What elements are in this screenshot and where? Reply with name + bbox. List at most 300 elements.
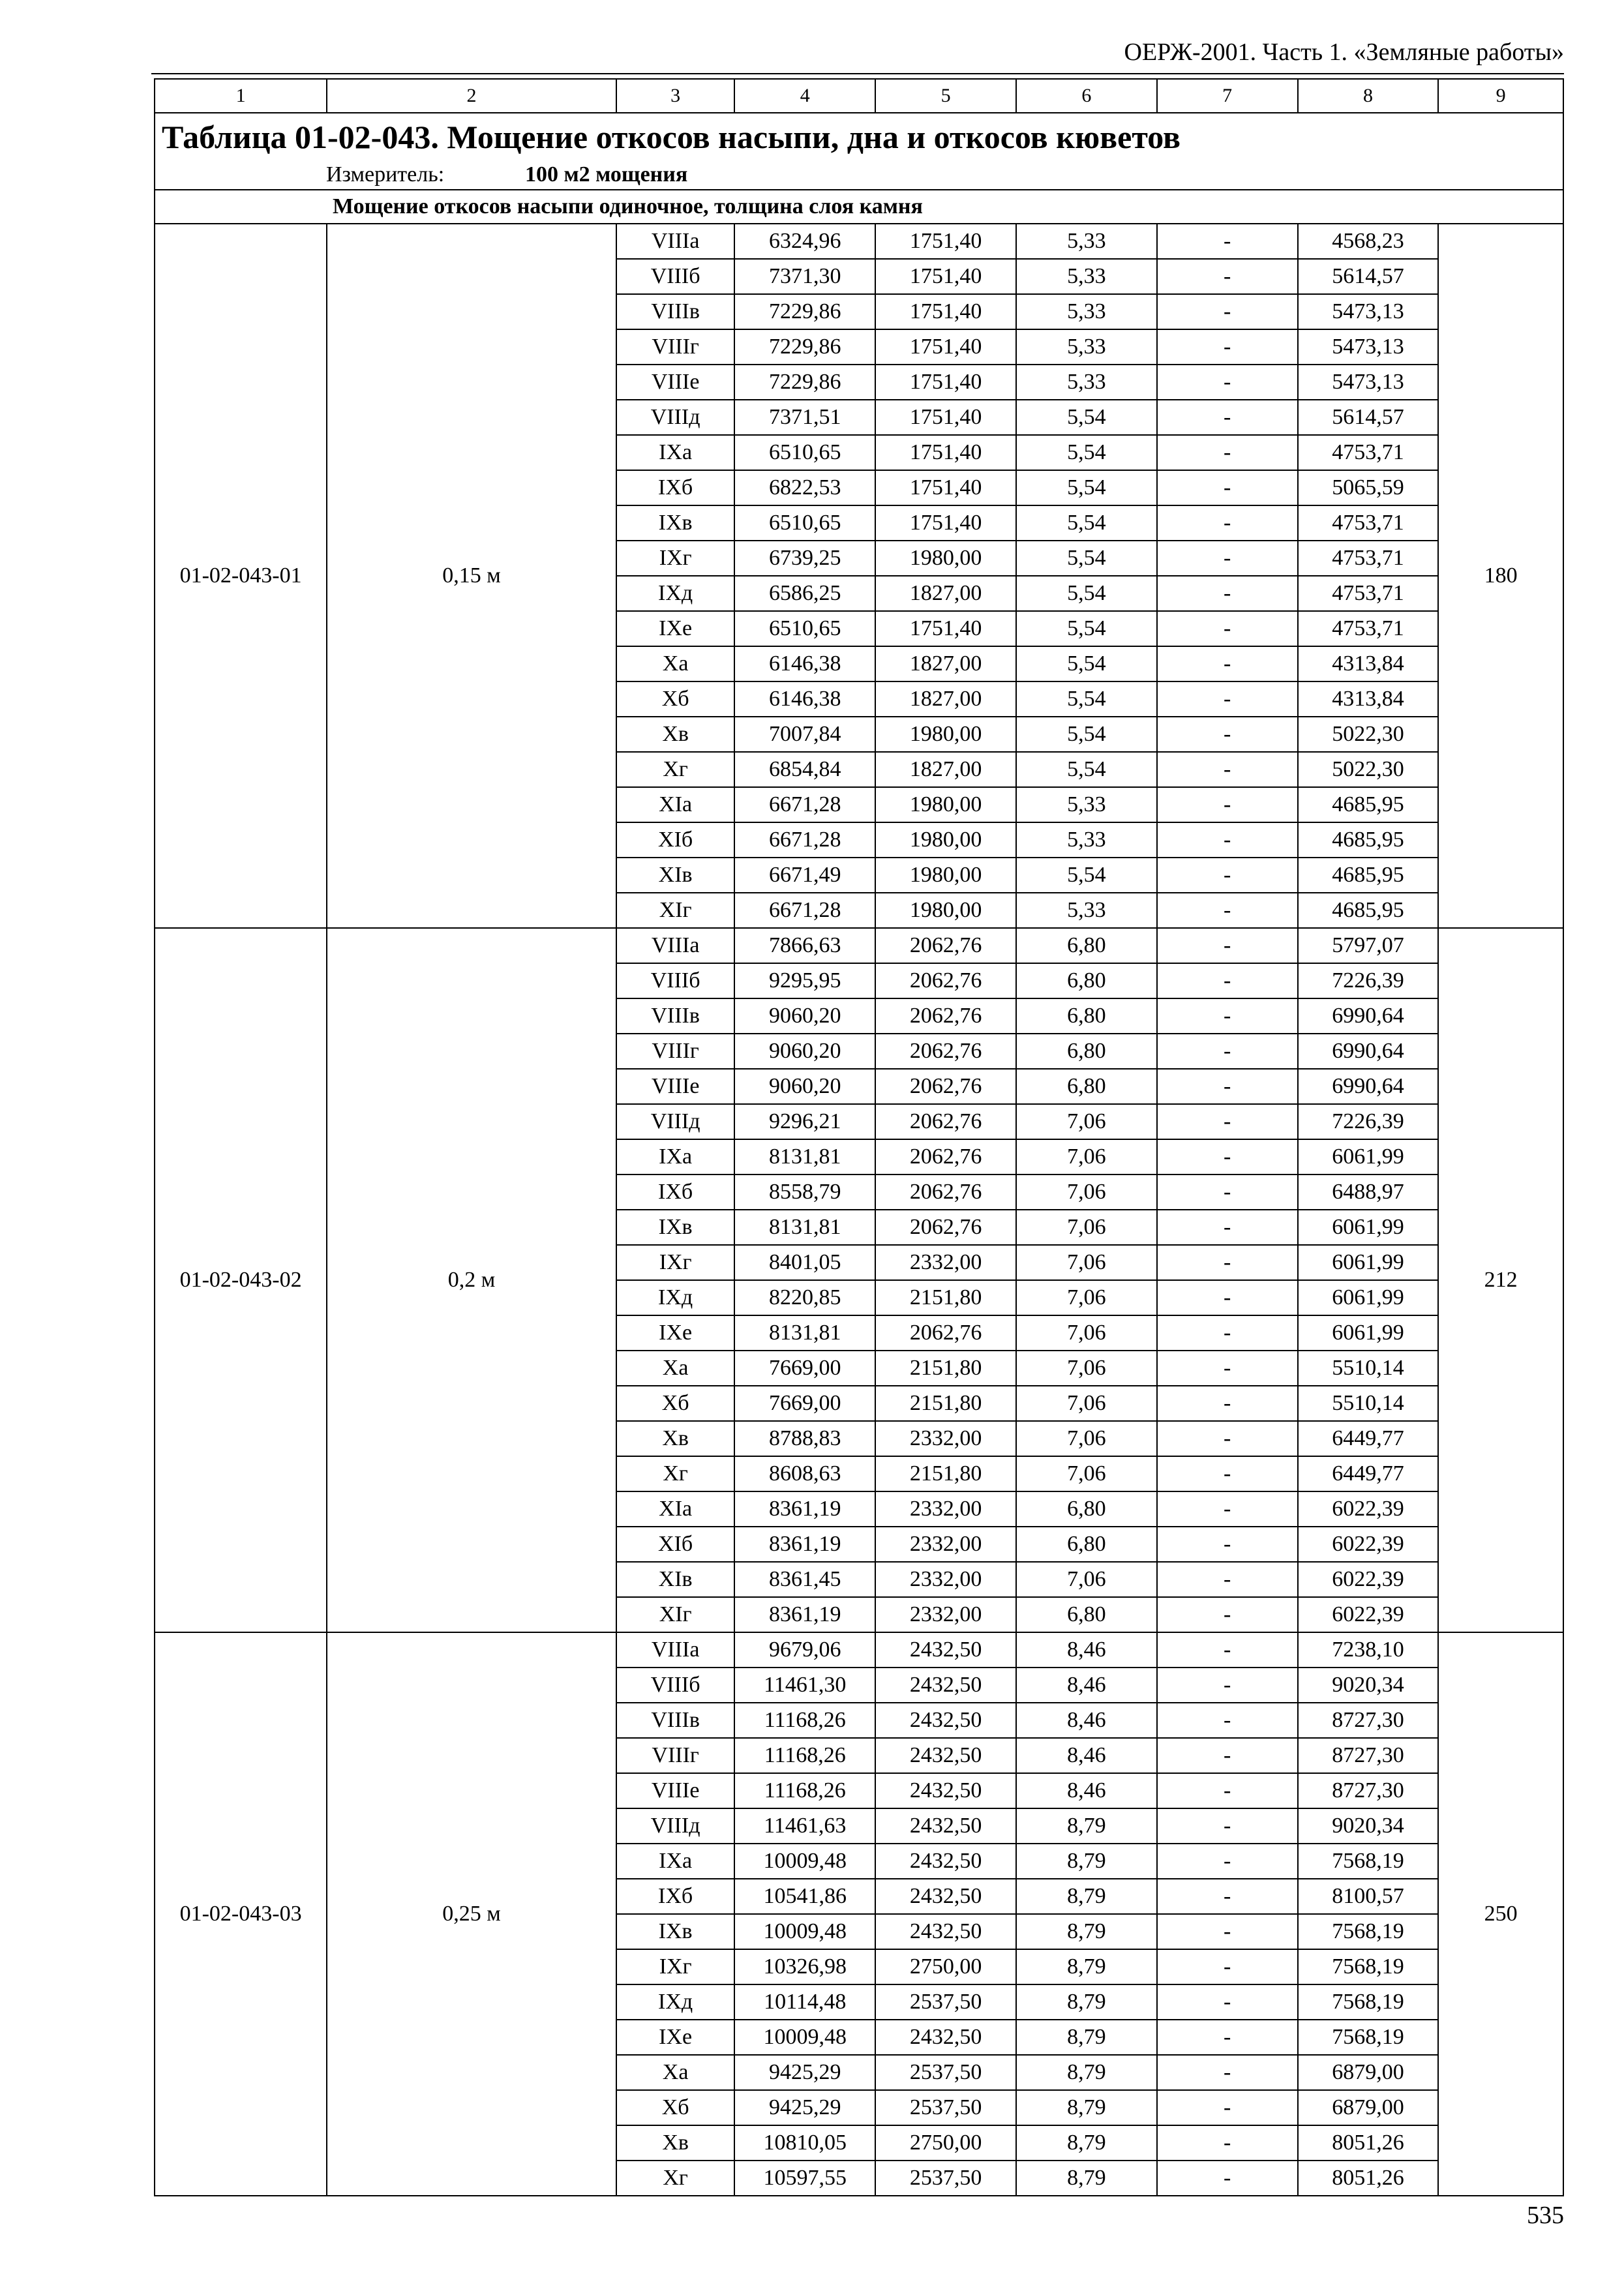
total-cost-cell: 7371,30 (734, 259, 875, 294)
total-cost-cell: 8131,81 (734, 1315, 875, 1351)
soil-group-cell: IXг (616, 1245, 735, 1280)
labor-cost-cell: 1751,40 (875, 470, 1016, 505)
labor-cost-cell: 2151,80 (875, 1456, 1016, 1491)
labor-cost-cell: 2432,50 (875, 1773, 1016, 1808)
table-title-row (155, 113, 1563, 160)
machine-cost-cell: 5,54 (1016, 858, 1157, 893)
soil-group-cell: VIIIд (616, 1104, 735, 1139)
driver-cost-cell: - (1157, 646, 1298, 681)
driver-cost-cell: - (1157, 505, 1298, 541)
labor-cost-cell: 2062,76 (875, 928, 1016, 963)
materials-cost-cell: 7226,39 (1298, 1104, 1439, 1139)
driver-cost-cell: - (1157, 1034, 1298, 1069)
machine-cost-cell: 8,79 (1016, 2055, 1157, 2090)
driver-cost-cell: - (1157, 1562, 1298, 1597)
soil-group-cell: Xг (616, 2161, 735, 2196)
machine-cost-cell: 5,33 (1016, 329, 1157, 365)
meter-label: Измеритель: (326, 162, 445, 187)
machine-cost-cell: 6,80 (1016, 1034, 1157, 1069)
driver-cost-cell: - (1157, 1280, 1298, 1315)
driver-cost-cell: - (1157, 2055, 1298, 2090)
soil-group-cell: XIб (616, 822, 735, 858)
soil-group-cell: VIIIв (616, 294, 735, 329)
column-number: 4 (734, 79, 875, 113)
labor-cost-cell: 1980,00 (875, 541, 1016, 576)
materials-cost-cell: 8727,30 (1298, 1703, 1439, 1738)
labor-cost-cell: 1980,00 (875, 858, 1016, 893)
total-cost-cell: 6822,53 (734, 470, 875, 505)
machine-cost-cell: 5,33 (1016, 294, 1157, 329)
driver-cost-cell: - (1157, 1632, 1298, 1668)
driver-cost-cell: - (1157, 611, 1298, 646)
total-cost-cell: 7229,86 (734, 294, 875, 329)
driver-cost-cell: - (1157, 2020, 1298, 2055)
labor-cost-cell: 2332,00 (875, 1527, 1016, 1562)
materials-cost-cell: 5473,13 (1298, 294, 1439, 329)
machine-cost-cell: 5,54 (1016, 505, 1157, 541)
column-number: 1 (155, 79, 327, 113)
materials-cost-cell: 6061,99 (1298, 1139, 1439, 1174)
labor-cost-cell: 2537,50 (875, 1984, 1016, 2020)
driver-cost-cell: - (1157, 858, 1298, 893)
soil-group-cell: IXд (616, 1984, 735, 2020)
total-cost-cell: 10541,86 (734, 1879, 875, 1914)
total-cost-cell: 7371,51 (734, 400, 875, 435)
total-cost-cell: 10326,98 (734, 1949, 875, 1984)
labor-cost-cell: 2537,50 (875, 2161, 1016, 2196)
driver-cost-cell: - (1157, 1245, 1298, 1280)
rates-table (154, 78, 1564, 2196)
driver-cost-cell: - (1157, 1351, 1298, 1386)
driver-cost-cell: - (1157, 1174, 1298, 1210)
driver-cost-cell: - (1157, 1386, 1298, 1421)
machine-cost-cell: 7,06 (1016, 1351, 1157, 1386)
labor-cost-cell: 2062,76 (875, 963, 1016, 998)
labor-cost-cell: 1751,40 (875, 224, 1016, 259)
machine-cost-cell: 8,79 (1016, 1984, 1157, 2020)
thickness-cell: 0,25 м (327, 1632, 616, 2196)
table-row (155, 1632, 1563, 1668)
driver-cost-cell: - (1157, 1703, 1298, 1738)
soil-group-cell: XIа (616, 787, 735, 822)
total-cost-cell: 10114,48 (734, 1984, 875, 2020)
materials-cost-cell: 6990,64 (1298, 1034, 1439, 1069)
materials-cost-cell: 8727,30 (1298, 1738, 1439, 1773)
labor-cost-cell: 1751,40 (875, 259, 1016, 294)
thickness-cell: 0,15 м (327, 224, 616, 928)
soil-group-cell: VIIIа (616, 928, 735, 963)
soil-group-cell: IXа (616, 435, 735, 470)
labor-cost-cell: 2151,80 (875, 1280, 1016, 1315)
machine-cost-cell: 7,06 (1016, 1315, 1157, 1351)
total-cost-cell: 6510,65 (734, 435, 875, 470)
labor-cost-cell: 2332,00 (875, 1597, 1016, 1632)
total-cost-cell: 11168,26 (734, 1773, 875, 1808)
materials-cost-cell: 4685,95 (1298, 858, 1439, 893)
machine-cost-cell: 6,80 (1016, 1597, 1157, 1632)
soil-group-cell: IXв (616, 1914, 735, 1949)
driver-cost-cell: - (1157, 928, 1298, 963)
soil-group-cell: VIIIб (616, 963, 735, 998)
driver-cost-cell: - (1157, 1984, 1298, 2020)
rate-code-cell: 01-02-043-02 (155, 928, 327, 1632)
soil-group-cell: IXг (616, 541, 735, 576)
soil-group-cell: VIIIд (616, 1808, 735, 1844)
driver-cost-cell: - (1157, 963, 1298, 998)
labor-cost-cell: 2432,50 (875, 1703, 1016, 1738)
total-cost-cell: 9296,21 (734, 1104, 875, 1139)
driver-cost-cell: - (1157, 1773, 1298, 1808)
materials-cost-cell: 4313,84 (1298, 646, 1439, 681)
machine-cost-cell: 8,46 (1016, 1632, 1157, 1668)
driver-cost-cell: - (1157, 2125, 1298, 2161)
total-cost-cell: 10810,05 (734, 2125, 875, 2161)
total-cost-cell: 8361,19 (734, 1597, 875, 1632)
driver-cost-cell: - (1157, 1491, 1298, 1527)
thickness-cell: 0,2 м (327, 928, 616, 1632)
driver-cost-cell: - (1157, 400, 1298, 435)
column-number: 5 (875, 79, 1016, 113)
total-cost-cell: 7229,86 (734, 365, 875, 400)
machine-cost-cell: 8,79 (1016, 2090, 1157, 2125)
total-cost-cell: 9679,06 (734, 1632, 875, 1668)
soil-group-cell: VIIIг (616, 329, 735, 365)
machine-cost-cell: 5,33 (1016, 224, 1157, 259)
machine-cost-cell: 7,06 (1016, 1104, 1157, 1139)
meter-row (155, 160, 1563, 190)
driver-cost-cell: - (1157, 1914, 1298, 1949)
driver-cost-cell: - (1157, 1949, 1298, 1984)
materials-cost-cell: 8051,26 (1298, 2125, 1439, 2161)
machine-cost-cell: 7,06 (1016, 1174, 1157, 1210)
labor-cost-cell: 2750,00 (875, 1949, 1016, 1984)
labor-cost-cell: 2432,50 (875, 1879, 1016, 1914)
labor-cost-cell: 1827,00 (875, 576, 1016, 611)
materials-cost-cell: 6879,00 (1298, 2090, 1439, 2125)
labor-cost-cell: 2432,50 (875, 1914, 1016, 1949)
machine-cost-cell: 6,80 (1016, 998, 1157, 1034)
labor-cost-cell: 2332,00 (875, 1245, 1016, 1280)
soil-group-cell: VIIIе (616, 365, 735, 400)
total-cost-cell: 6510,65 (734, 611, 875, 646)
soil-group-cell: XIб (616, 1527, 735, 1562)
total-cost-cell: 9060,20 (734, 998, 875, 1034)
driver-cost-cell: - (1157, 1421, 1298, 1456)
materials-cost-cell: 5614,57 (1298, 400, 1439, 435)
total-cost-cell: 8401,05 (734, 1245, 875, 1280)
total-cost-cell: 11461,63 (734, 1808, 875, 1844)
machine-cost-cell: 5,54 (1016, 752, 1157, 787)
machine-cost-cell: 6,80 (1016, 1069, 1157, 1104)
materials-cost-cell: 6022,39 (1298, 1597, 1439, 1632)
labor-cost-cell: 1827,00 (875, 646, 1016, 681)
machine-cost-cell: 8,79 (1016, 1949, 1157, 1984)
total-cost-cell: 7866,63 (734, 928, 875, 963)
driver-cost-cell: - (1157, 1139, 1298, 1174)
labor-cost-cell: 2332,00 (875, 1491, 1016, 1527)
section-title-row (155, 190, 1563, 224)
machine-cost-cell: 7,06 (1016, 1280, 1157, 1315)
total-cost-cell: 11461,30 (734, 1668, 875, 1703)
materials-cost-cell: 7568,19 (1298, 1984, 1439, 2020)
driver-cost-cell: - (1157, 1879, 1298, 1914)
materials-cost-cell: 5022,30 (1298, 717, 1439, 752)
soil-group-cell: IXв (616, 505, 735, 541)
machine-cost-cell: 7,06 (1016, 1245, 1157, 1280)
labor-cost-cell: 2062,76 (875, 1069, 1016, 1104)
driver-cost-cell: - (1157, 541, 1298, 576)
soil-group-cell: Xб (616, 2090, 735, 2125)
materials-cost-cell: 6990,64 (1298, 1069, 1439, 1104)
column-numbers-row (155, 79, 1563, 113)
driver-cost-cell: - (1157, 1668, 1298, 1703)
soil-group-cell: VIIIе (616, 1773, 735, 1808)
soil-group-cell: VIIIг (616, 1738, 735, 1773)
machine-cost-cell: 8,46 (1016, 1703, 1157, 1738)
materials-cost-cell: 8727,30 (1298, 1773, 1439, 1808)
materials-cost-cell: 8100,57 (1298, 1879, 1439, 1914)
machine-cost-cell: 7,06 (1016, 1421, 1157, 1456)
labor-cost-cell: 1751,40 (875, 505, 1016, 541)
materials-cost-cell: 4753,71 (1298, 505, 1439, 541)
machine-cost-cell: 6,80 (1016, 1527, 1157, 1562)
total-cost-cell: 7669,00 (734, 1386, 875, 1421)
materials-cost-cell: 8051,26 (1298, 2161, 1439, 2196)
driver-cost-cell: - (1157, 470, 1298, 505)
total-cost-cell: 6739,25 (734, 541, 875, 576)
total-cost-cell: 6671,49 (734, 858, 875, 893)
labor-cost-cell: 2537,50 (875, 2055, 1016, 2090)
labor-cost-cell: 2062,76 (875, 1210, 1016, 1245)
materials-cost-cell: 6061,99 (1298, 1315, 1439, 1351)
labor-cost-cell: 2151,80 (875, 1386, 1016, 1421)
total-cost-cell: 8788,83 (734, 1421, 875, 1456)
driver-cost-cell: - (1157, 717, 1298, 752)
labor-cost-cell: 2062,76 (875, 1104, 1016, 1139)
labor-cost-cell: 1980,00 (875, 787, 1016, 822)
table-title: Таблица 01-02-043. Мощение откосов насыпи, дна и откосов кюветов (155, 113, 1563, 160)
machine-cost-cell: 5,54 (1016, 646, 1157, 681)
total-cost-cell: 6671,28 (734, 893, 875, 928)
driver-cost-cell: - (1157, 1738, 1298, 1773)
labor-cost-cell: 2432,50 (875, 1668, 1016, 1703)
soil-group-cell: IXа (616, 1844, 735, 1879)
section-title: Мощение откосов насыпи одиночное, толщина слоя камня (155, 190, 1563, 224)
labor-cost-cell: 2432,50 (875, 2020, 1016, 2055)
machine-cost-cell: 5,54 (1016, 400, 1157, 435)
soil-group-cell: VIIIд (616, 400, 735, 435)
total-cost-cell: 6510,65 (734, 505, 875, 541)
machine-cost-cell: 5,54 (1016, 435, 1157, 470)
column-number: 8 (1298, 79, 1439, 113)
soil-group-cell: XIа (616, 1491, 735, 1527)
materials-cost-cell: 4753,71 (1298, 541, 1439, 576)
labor-cost-cell: 2332,00 (875, 1562, 1016, 1597)
total-cost-cell: 8131,81 (734, 1139, 875, 1174)
materials-cost-cell: 4568,23 (1298, 224, 1439, 259)
labor-cost-cell: 1751,40 (875, 365, 1016, 400)
soil-group-cell: IXе (616, 1315, 735, 1351)
labor-cost-cell: 1751,40 (875, 294, 1016, 329)
total-cost-cell: 6586,25 (734, 576, 875, 611)
column-number: 7 (1157, 79, 1298, 113)
soil-group-cell: Xв (616, 717, 735, 752)
total-cost-cell: 7229,86 (734, 329, 875, 365)
soil-group-cell: VIIIа (616, 224, 735, 259)
soil-group-cell: IXе (616, 611, 735, 646)
driver-cost-cell: - (1157, 294, 1298, 329)
total-cost-cell: 10009,48 (734, 1844, 875, 1879)
machine-cost-cell: 5,54 (1016, 470, 1157, 505)
driver-cost-cell: - (1157, 1597, 1298, 1632)
machine-cost-cell: 8,79 (1016, 1808, 1157, 1844)
driver-cost-cell: - (1157, 681, 1298, 717)
labor-cost-cell: 2537,50 (875, 2090, 1016, 2125)
soil-group-cell: VIIIе (616, 1069, 735, 1104)
materials-cost-cell: 4313,84 (1298, 681, 1439, 717)
machine-cost-cell: 8,79 (1016, 2020, 1157, 2055)
labor-cost-cell: 2151,80 (875, 1351, 1016, 1386)
total-cost-cell: 6671,28 (734, 787, 875, 822)
soil-group-cell: IXа (616, 1139, 735, 1174)
page-header-title: ОЕРЖ-2001. Часть 1. «Земляные работы» (1124, 38, 1564, 66)
materials-cost-cell: 7568,19 (1298, 1949, 1439, 1984)
machine-cost-cell: 8,79 (1016, 1879, 1157, 1914)
materials-cost-cell: 6022,39 (1298, 1562, 1439, 1597)
machine-cost-cell: 5,54 (1016, 611, 1157, 646)
soil-group-cell: XIв (616, 1562, 735, 1597)
soil-group-cell: VIIIв (616, 998, 735, 1034)
labor-cost-cell: 1980,00 (875, 822, 1016, 858)
materials-cost-cell: 7568,19 (1298, 2020, 1439, 2055)
materials-cost-cell: 4685,95 (1298, 893, 1439, 928)
machine-cost-cell: 5,33 (1016, 259, 1157, 294)
soil-group-cell: Xг (616, 752, 735, 787)
column-number: 6 (1016, 79, 1157, 113)
labor-cost-cell: 1980,00 (875, 893, 1016, 928)
driver-cost-cell: - (1157, 365, 1298, 400)
machine-cost-cell: 8,46 (1016, 1773, 1157, 1808)
labor-cost-cell: 2062,76 (875, 1034, 1016, 1069)
driver-cost-cell: - (1157, 435, 1298, 470)
materials-cost-cell: 6449,77 (1298, 1421, 1439, 1456)
labor-cost-cell: 1751,40 (875, 400, 1016, 435)
soil-group-cell: Xв (616, 2125, 735, 2161)
driver-cost-cell: - (1157, 1315, 1298, 1351)
materials-cost-cell: 6990,64 (1298, 998, 1439, 1034)
labor-cost-cell: 2332,00 (875, 1421, 1016, 1456)
materials-cost-cell: 4753,71 (1298, 611, 1439, 646)
soil-group-cell: IXб (616, 1879, 735, 1914)
total-cost-cell: 8361,19 (734, 1527, 875, 1562)
machine-cost-cell: 5,54 (1016, 576, 1157, 611)
total-cost-cell: 10597,55 (734, 2161, 875, 2196)
materials-cost-cell: 5473,13 (1298, 329, 1439, 365)
soil-group-cell: VIIIб (616, 259, 735, 294)
machine-cost-cell: 7,06 (1016, 1139, 1157, 1174)
soil-group-cell: IXб (616, 470, 735, 505)
machine-cost-cell: 8,79 (1016, 1844, 1157, 1879)
soil-group-cell: Xв (616, 1421, 735, 1456)
total-cost-cell: 9425,29 (734, 2090, 875, 2125)
labor-cost-cell: 2062,76 (875, 998, 1016, 1034)
materials-cost-cell: 4753,71 (1298, 576, 1439, 611)
total-cost-cell: 8131,81 (734, 1210, 875, 1245)
materials-cost-cell: 6449,77 (1298, 1456, 1439, 1491)
materials-cost-cell: 7226,39 (1298, 963, 1439, 998)
soil-group-cell: IXг (616, 1949, 735, 1984)
total-cost-cell: 11168,26 (734, 1738, 875, 1773)
driver-cost-cell: - (1157, 998, 1298, 1034)
materials-cost-cell: 5510,14 (1298, 1351, 1439, 1386)
table-row (155, 224, 1563, 259)
soil-group-cell: XIв (616, 858, 735, 893)
materials-cost-cell: 9020,34 (1298, 1668, 1439, 1703)
total-cost-cell: 11168,26 (734, 1703, 875, 1738)
machine-cost-cell: 8,79 (1016, 2161, 1157, 2196)
machine-cost-cell: 5,33 (1016, 822, 1157, 858)
driver-cost-cell: - (1157, 1456, 1298, 1491)
materials-cost-cell: 7568,19 (1298, 1914, 1439, 1949)
labor-cost-cell: 1751,40 (875, 435, 1016, 470)
driver-cost-cell: - (1157, 752, 1298, 787)
materials-cost-cell: 5473,13 (1298, 365, 1439, 400)
materials-cost-cell: 6022,39 (1298, 1491, 1439, 1527)
labor-hours-cell: 250 (1438, 1632, 1563, 2196)
materials-cost-cell: 4753,71 (1298, 435, 1439, 470)
machine-cost-cell: 8,46 (1016, 1668, 1157, 1703)
soil-group-cell: Xб (616, 681, 735, 717)
machine-cost-cell: 5,33 (1016, 787, 1157, 822)
page-number: 535 (1527, 2202, 1564, 2229)
labor-cost-cell: 2062,76 (875, 1139, 1016, 1174)
driver-cost-cell: - (1157, 224, 1298, 259)
labor-cost-cell: 2432,50 (875, 1844, 1016, 1879)
machine-cost-cell: 5,33 (1016, 365, 1157, 400)
column-number: 3 (616, 79, 735, 113)
driver-cost-cell: - (1157, 822, 1298, 858)
rate-code-cell: 01-02-043-01 (155, 224, 327, 928)
machine-cost-cell: 7,06 (1016, 1456, 1157, 1491)
total-cost-cell: 7669,00 (734, 1351, 875, 1386)
machine-cost-cell: 8,46 (1016, 1738, 1157, 1773)
machine-cost-cell: 7,06 (1016, 1562, 1157, 1597)
total-cost-cell: 10009,48 (734, 1914, 875, 1949)
machine-cost-cell: 6,80 (1016, 963, 1157, 998)
soil-group-cell: VIIIв (616, 1703, 735, 1738)
driver-cost-cell: - (1157, 1808, 1298, 1844)
labor-cost-cell: 2062,76 (875, 1315, 1016, 1351)
total-cost-cell: 8608,63 (734, 1456, 875, 1491)
total-cost-cell: 9060,20 (734, 1069, 875, 1104)
total-cost-cell: 6854,84 (734, 752, 875, 787)
soil-group-cell: IXб (616, 1174, 735, 1210)
labor-cost-cell: 2432,50 (875, 1632, 1016, 1668)
soil-group-cell: Xб (616, 1386, 735, 1421)
total-cost-cell: 6146,38 (734, 681, 875, 717)
soil-group-cell: IXд (616, 1280, 735, 1315)
header-rule (151, 73, 1564, 74)
materials-cost-cell: 5614,57 (1298, 259, 1439, 294)
total-cost-cell: 7007,84 (734, 717, 875, 752)
total-cost-cell: 10009,48 (734, 2020, 875, 2055)
materials-cost-cell: 5510,14 (1298, 1386, 1439, 1421)
driver-cost-cell: - (1157, 893, 1298, 928)
soil-group-cell: VIIIб (616, 1668, 735, 1703)
driver-cost-cell: - (1157, 259, 1298, 294)
driver-cost-cell: - (1157, 329, 1298, 365)
total-cost-cell: 8361,45 (734, 1562, 875, 1597)
